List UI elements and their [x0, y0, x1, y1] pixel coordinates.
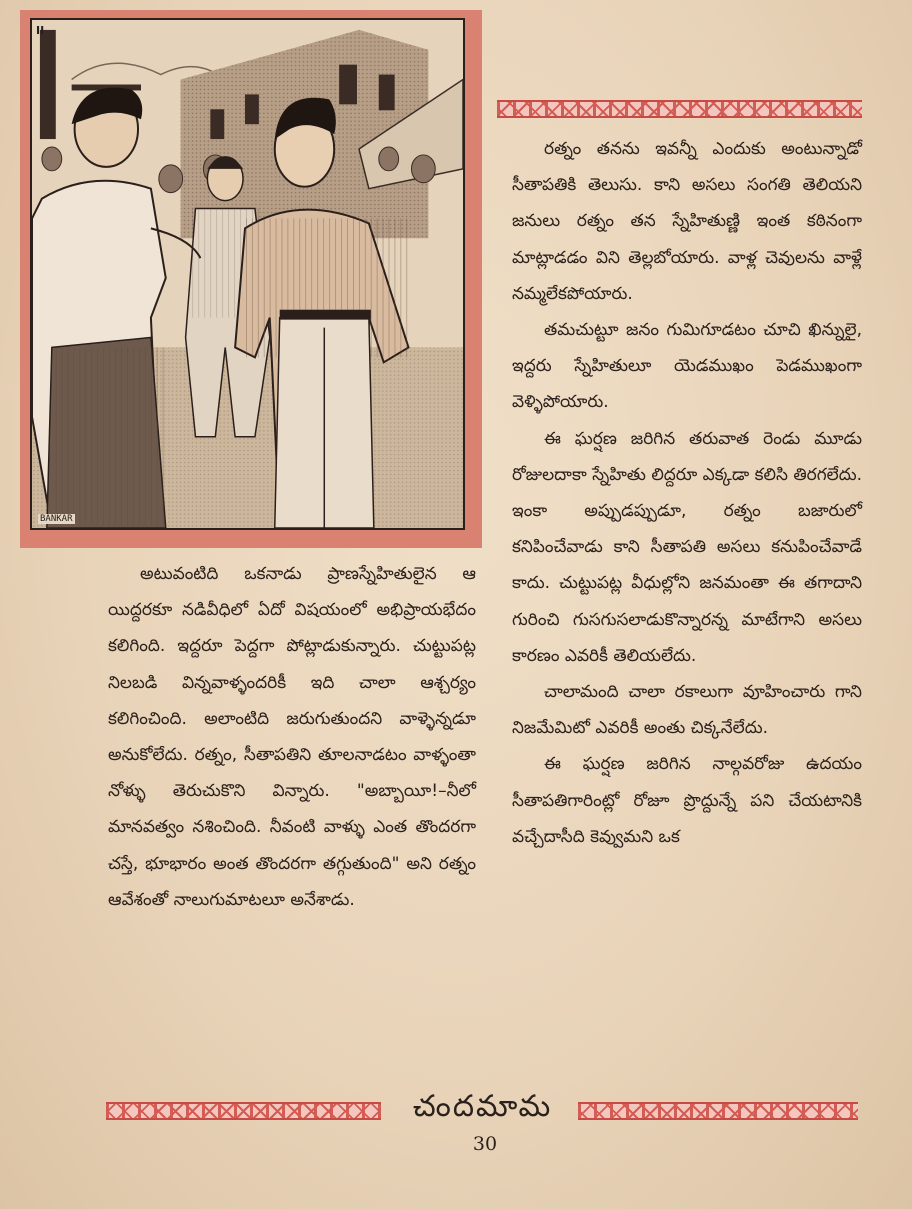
- right-text-column: [512, 131, 862, 855]
- paragraph: రత్నం తనను ఇవన్నీ ఎందుకు అంటున్నాడో సీతాపతికి తెలుసు. కాని అసలు సంగతి తెలియని జనులు రత్నం తన స్నేహితుణ్ణి ఇంత కఠినంగా మాట్లాడడం విని తెల్లబోయారు. వాళ్ల చెవులను వాళ్లే నమ్మలేకపోయారు.: [512, 139, 862, 304]
- paragraph: ఈ ఘర్షణ జరిగిన తరువాత రెండు మూడు రోజులదాకా స్నేహితు లిద్దరూ ఎక్కడా కలిసి తిరగలేదు. ఇంకా అప్పుడప్పుడూ, రత్నం బజారులో కనిపించేవాడు కాని సీతాపతి అసలు కనుపించేవాడే కాదు. చుట్టుపట్ల వీధుల్లోని జనమంతా ఈ తగాదాని గురించి గుసగుసలాడుకొన్నారన్న మాటేగాని అసలు కారణం ఎవరికీ తెలియలేదు.: [512, 428, 862, 666]
- artist-signature: BANKAR: [40, 514, 73, 524]
- paragraph: చాలామంది చాలా రకాలుగా వూహించారు గాని నిజమేమిటో ఎవరికీ అంతు చిక్కనేలేదు.: [512, 682, 862, 739]
- ornamental-border-footer-left: [106, 1102, 381, 1120]
- ornamental-border-top: [497, 100, 862, 118]
- ornamental-border-footer-right: [578, 1102, 858, 1120]
- illustration-corner-mark: II: [36, 24, 45, 37]
- illustration-drawing: [32, 20, 463, 528]
- paragraph: తమచుట్టూ జనం గుమిగూడటం చూచి ఖిన్నులై, ఇద్దరు స్నేహితులూ యెడముఖం పెడముఖంగా వెళ్ళిపోయారు.: [512, 320, 862, 413]
- paragraph: ఈ ఘర్షణ జరిగిన నాల్గవరోజు ఉదయం సీతాపతిగారింట్లో రోజూ ప్రొద్దున్నే పని చేయటానికి వచ్చేదాసీది కెవ్వుమని ఒక: [512, 754, 862, 847]
- paragraph: అటువంటిది ఒకనాడు ప్రాణస్నేహితులైన ఆ యిద్దరకూ నడివీధిలో ఏదో విషయంలో అభిప్రాయభేదం కలిగింది. ఇద్దరూ పెద్దగా పోట్లాడుకున్నారు. చుట్టుపట్ల నిలబడి విన్నవాళ్ళందరికీ ఇది చాలా ఆశ్చర్యం కలిగించింది. అలాంటిది జరుగుతుందని వాళ్ళెన్నడూ అనుకోలేదు. రత్నం, సీతాపతిని తూలనాడటం వాళ్ళంతా నోళ్ళు తెరుచుకొని విన్నారు. "అబ్బాయీ!–నీలో మానవత్వం నశించింది. నీవంటి వాళ్ళు ఎంత తొందరగా చస్తే, భూభారం అంత తొందరగా తగ్గుతుంది" అని రత్నం ఆవేశంతో నాలుగుమాటలూ అనేశాడు.: [108, 564, 476, 910]
- left-text-column: [108, 556, 476, 918]
- story-illustration: [30, 18, 465, 530]
- page-number: 30: [472, 1133, 498, 1155]
- magazine-masthead: చందమామ: [412, 1089, 553, 1124]
